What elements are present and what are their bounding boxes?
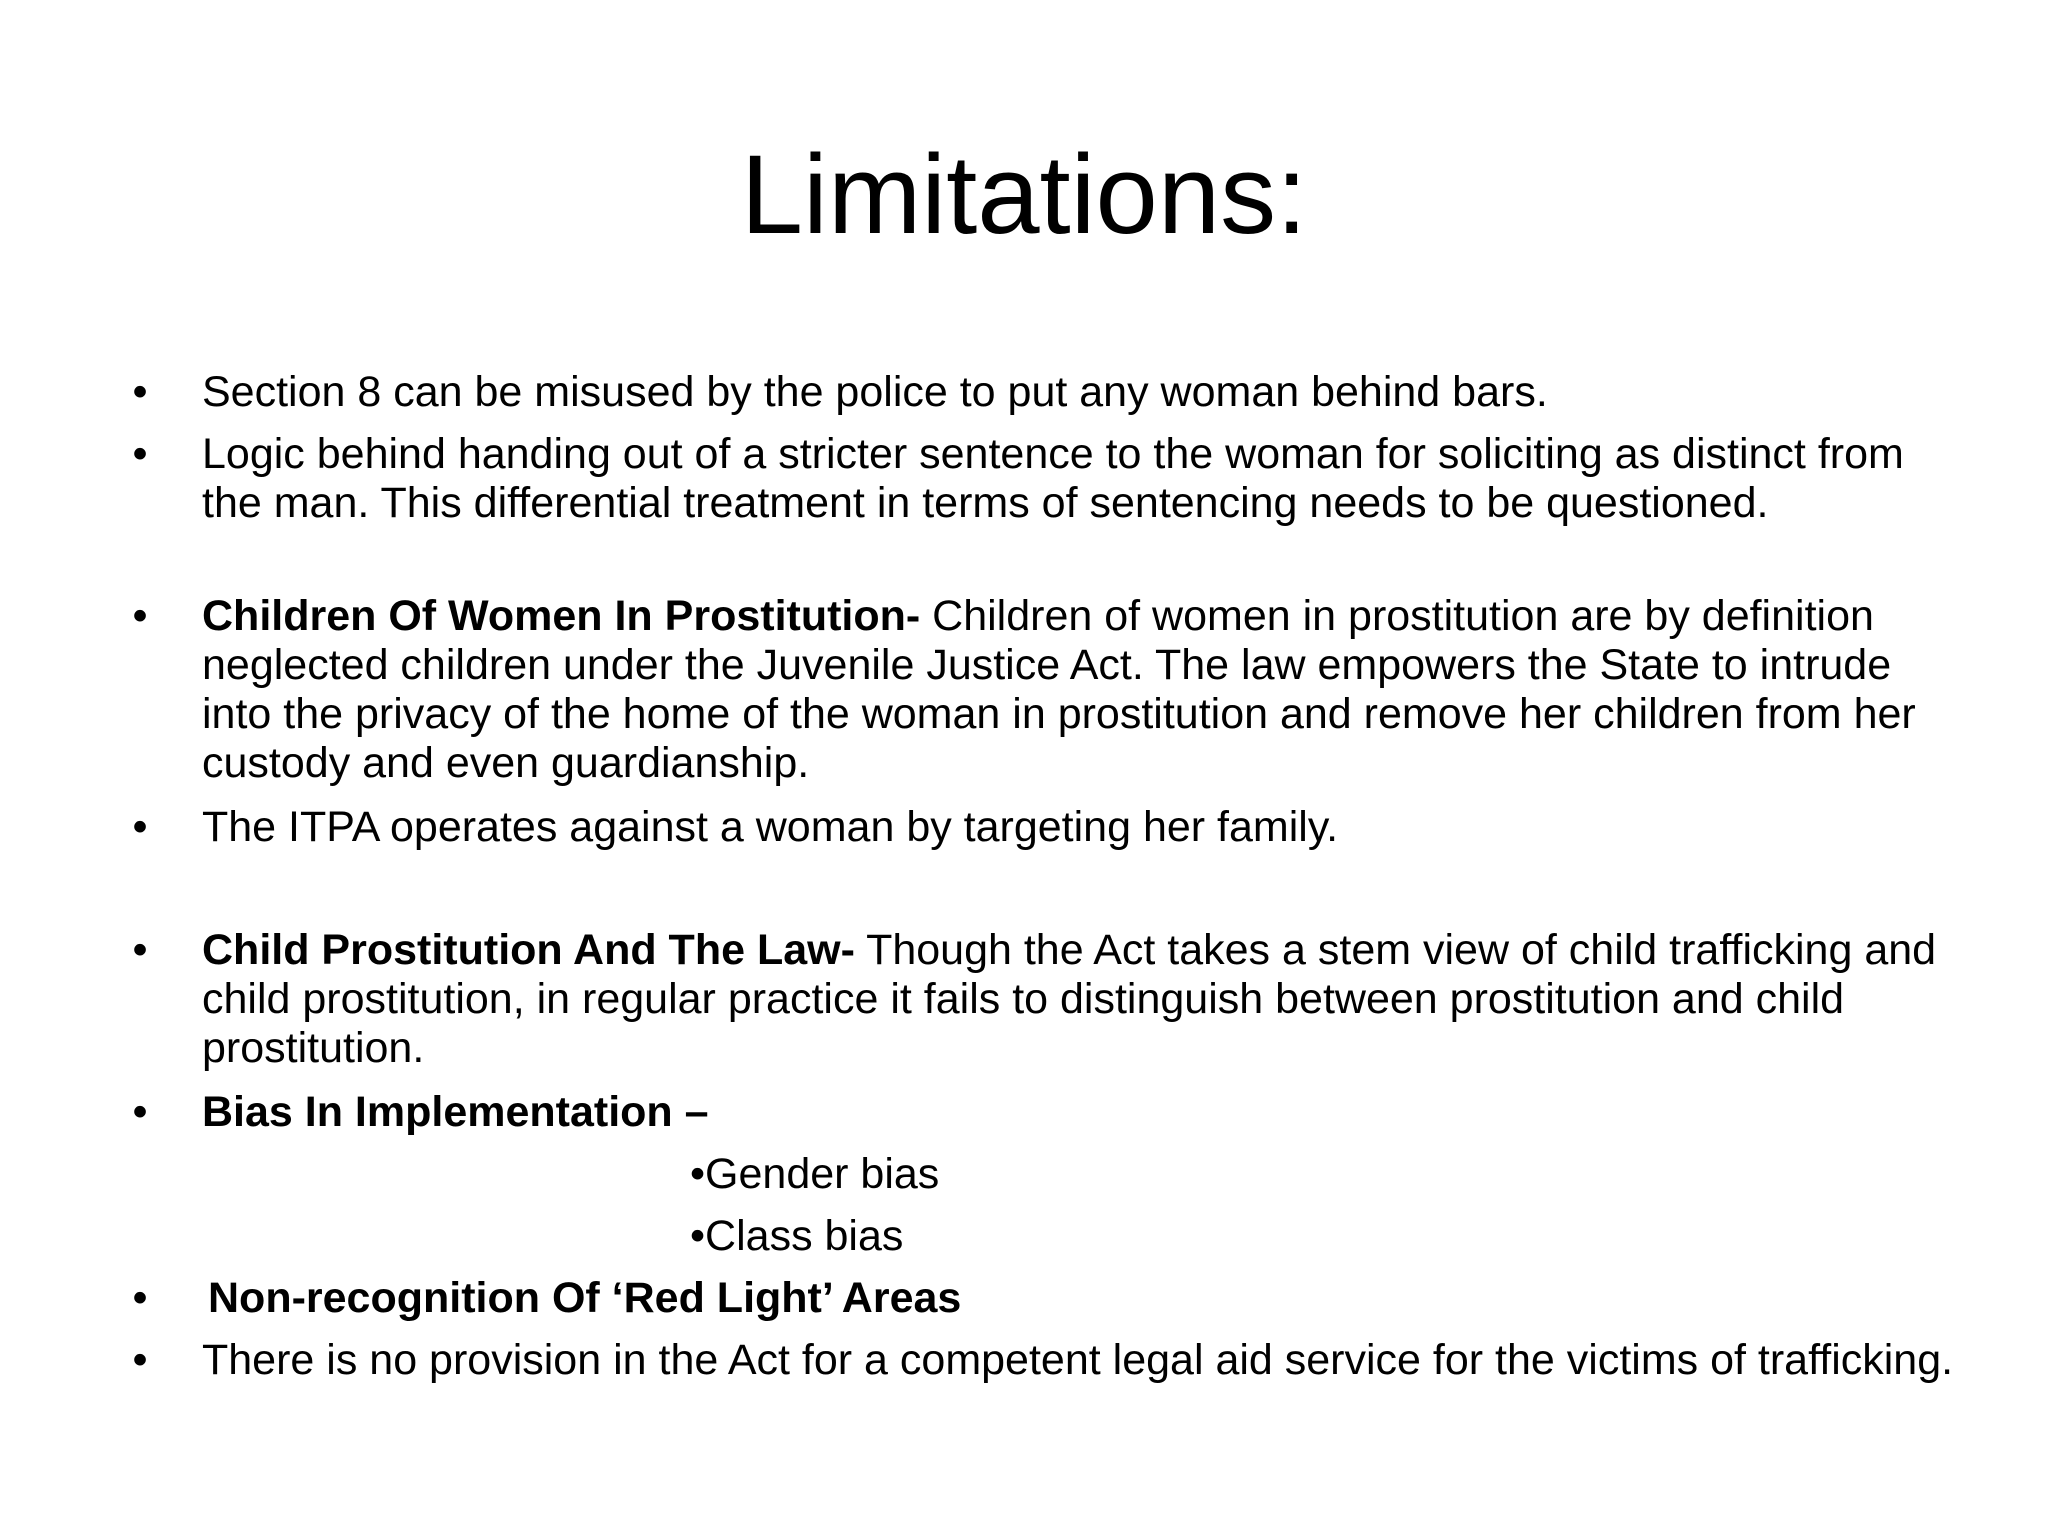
list-item <box>120 1274 1960 1323</box>
list-item <box>120 368 1960 417</box>
list-item-heading: Child Prostitution And The Law- <box>202 926 855 974</box>
list-item-text <box>202 1088 1960 1137</box>
list-item <box>120 1336 1960 1385</box>
list-item <box>120 926 1960 1073</box>
list-item <box>120 592 1960 788</box>
list-item <box>120 1088 1960 1137</box>
list-item-body: Children of women in prostitution are by definition neglected children under the Juvenile Justice Act. The law empowers the State to intrude into the privacy of the home of the woman in prostitution and remove her children from her custody and even guardianship. <box>202 592 1916 787</box>
list-item <box>120 803 1960 852</box>
sub-item-gender-bias: •Gender bias <box>690 1150 940 1198</box>
bullet-icon: • <box>132 592 148 640</box>
list-item-text <box>202 430 1960 528</box>
bullet-icon: • <box>132 1336 148 1384</box>
list-item <box>120 430 1960 528</box>
list-item-body: The ITPA operates against a woman by targeting her family. <box>202 803 1339 851</box>
slide-title: Limitations: <box>740 132 1308 257</box>
list-item-body: There is no provision in the Act for a competent legal aid service for the victims of trafficking. <box>202 1336 1954 1384</box>
list-item-text <box>208 1274 1960 1323</box>
list-item-text <box>202 803 1960 852</box>
list-item-text <box>202 592 1960 788</box>
list-item-body: Though the Act takes a stem view of child trafficking and child prostitution, in regular practice it fails to distinguish between prostitution and child prostitution. <box>202 926 1937 1072</box>
bullet-icon: • <box>132 368 148 416</box>
bullet-icon: • <box>132 1274 148 1322</box>
sub-item-class-bias: •Class bias <box>690 1212 904 1260</box>
list-item-heading: Non-recognition Of ‘Red Light’ Areas <box>208 1274 962 1322</box>
list-item-text <box>202 926 1960 1073</box>
list-item-text <box>202 1336 1960 1385</box>
list-item-body: Logic behind handing out of a stricter sentence to the woman for soliciting as distinct from the man. This differential treatment in terms of sentencing needs to be questioned. <box>202 430 1904 527</box>
list-item-heading: Children Of Women In Prostitution- <box>202 592 921 640</box>
bullet-icon: • <box>132 430 148 478</box>
list-item-body: Section 8 can be misused by the police to put any woman behind bars. <box>202 368 1548 416</box>
list-item-text <box>202 368 1960 417</box>
bullet-icon: • <box>132 1088 148 1136</box>
bullet-icon: • <box>132 926 148 974</box>
bullet-icon: • <box>132 803 148 851</box>
list-item-heading: Bias In Implementation – <box>202 1088 709 1136</box>
